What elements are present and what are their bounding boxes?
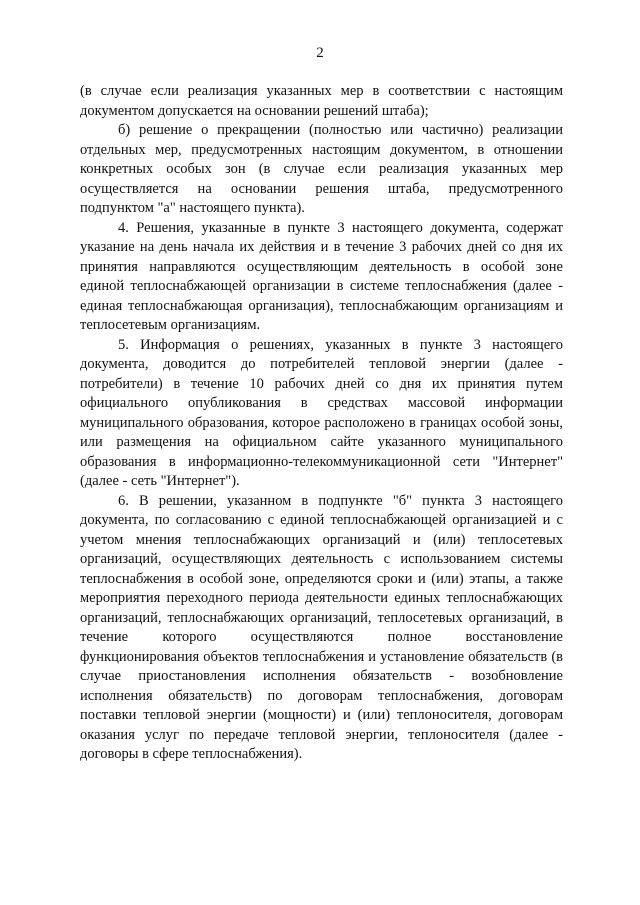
paragraph-subitem-b: б) решение о прекращении (полностью или частично) реализации отдельных мер, предусмотренных настоящим документом, в отношении конкретных особых зон (в случае если реализация указанных мер осуществляется на основании решения штаба, предусмотренного подпунктом "а" настоящего пункта). (80, 122, 563, 216)
paragraph-item-4: 4. Решения, указанные в пункте 3 настоящего документа, содержат указание на день начала их действия и в течение 3 рабочих дней со дня их принятия направляются осуществляющим деятельность в особой зоне единой теплоснабжающей организации в системе теплоснабжения (далее - единая теплоснабжающая организация), теплоснабжающим организациям и теплосетевым организациям. (80, 219, 563, 333)
paragraph-item-6: 6. В решении, указанном в подпункте "б" пункта 3 настоящего документа, по согласованию с единой теплоснабжающей организацией и с учетом мнения теплоснабжающих организаций и (или) теплосетевых организаций, осуществляющих деятельность с использованием системы теплоснабжения в особой зоне, определяются сроки и (или) этапы, а также мероприятия переходного периода деятельности единых теплоснабжающих организаций, теплоснабжающих организаций, теплосетевых организаций, в течение которого осуществляются полное восстановление функционирования объектов теплоснабжения и установление обязательств (в случае приостановления исполнения обязательств - возобновление исполнения обязательств) по договорам теплоснабжения, договорам поставки тепловой энергии (мощности) и (или) теплоносителя, договорам оказания услуг по передаче тепловой энергии, теплоносителя (далее - договоры в сфере теплоснабжения). (80, 492, 563, 762)
page-number: 2 (316, 45, 324, 61)
paragraph-continuation: (в случае если реализация указанных мер в соответствии с настоящим документом допускается на основании решений штаба); (80, 83, 563, 119)
paragraph-item-5: 5. Информация о решениях, указанных в пункте 3 настоящего документа, доводится до потребителей тепловой энергии (далее - потребители) в течение 10 рабочих дней со дня их принятия путем официального опубликования в средствах массовой информации муниципального образования, которое расположено в границах особой зоны, или размещения на официальном сайте указанного муниципального образования в информационно-телекоммуникационной сети "Интернет" (далее - сеть "Интернет"). (80, 336, 563, 489)
document-body (80, 82, 563, 765)
